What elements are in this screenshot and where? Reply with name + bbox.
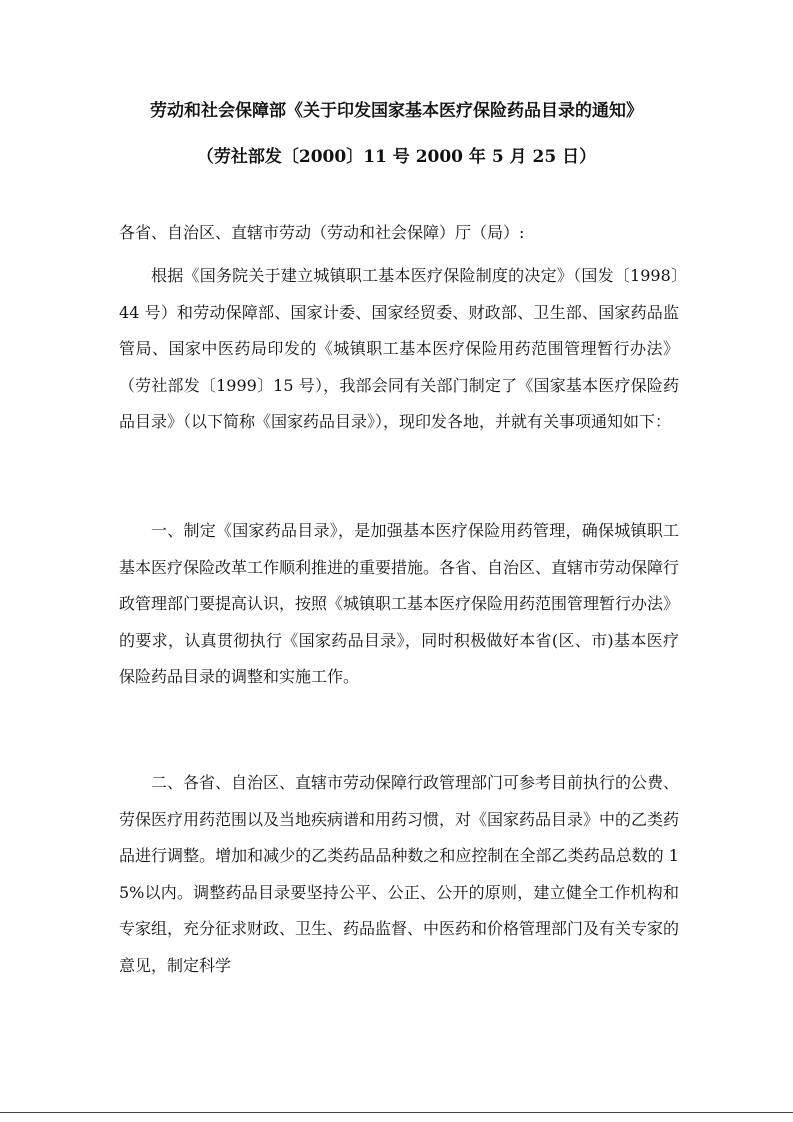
body-paragraph-3 [119,765,679,984]
paragraph-text: 根据《国务院关于建立城镇职工基本医疗保险制度的决定》（国发〔1998〕44 号）和劳动保障部、国家计委、国家经贸委、财政部、卫生部、国家药品监管局、国家中医药局印发的《城镇职工基本医疗保险用药范围管理暂行办法》（劳社部发〔1999〕15 号），我部会同有关部门制定了《国家基本医疗保险药品目录》（以下简称《国家药品目录》），现印发各地，并就有关事项通知如下： [119,266,679,431]
document-subtitle: （劳社部发〔2000〕11 号 2000 年 5 月 25 日） [196,147,597,167]
body-paragraph-2 [119,513,679,696]
document-title: 劳动和社会保障部《关于印发国家基本医疗保险药品目录的通知》 [150,101,643,121]
page-bottom-divider [0,1112,793,1113]
body-paragraph-1 [119,258,679,441]
salutation: 各省、自治区、直辖市劳动（劳动和社会保障）厅（局）: [119,223,525,242]
paragraph-text: 二、各省、自治区、直辖市劳动保障行政管理部门可参考目前执行的公费、劳保医疗用药范围以及当地疾病谱和用药习惯，对《国家药品目录》中的乙类药品进行调整。增加和减少的乙类药品品种数之和应控制在全部乙类药品总数的 15%以内。调整药品目录要坚持公平、公正、公开的原则，建立健全工作机构和专家组，充分征求财政、卫生、药品监督、中医药和价格管理部门及有关专家的意见，制定科学 [119,773,680,975]
paragraph-text: 一、制定《国家药品目录》，是加强基本医疗保险用药管理，确保城镇职工基本医疗保险改革工作顺利推进的重要措施。各省、自治区、直辖市劳动保障行政管理部门要提高认识，按照《城镇职工基本医疗保险用药范围管理暂行办法》的要求，认真贯彻执行《国家药品目录》，同时积极做好本省(区、市)基本医疗保险药品目录的调整和实施工作。 [119,521,680,686]
